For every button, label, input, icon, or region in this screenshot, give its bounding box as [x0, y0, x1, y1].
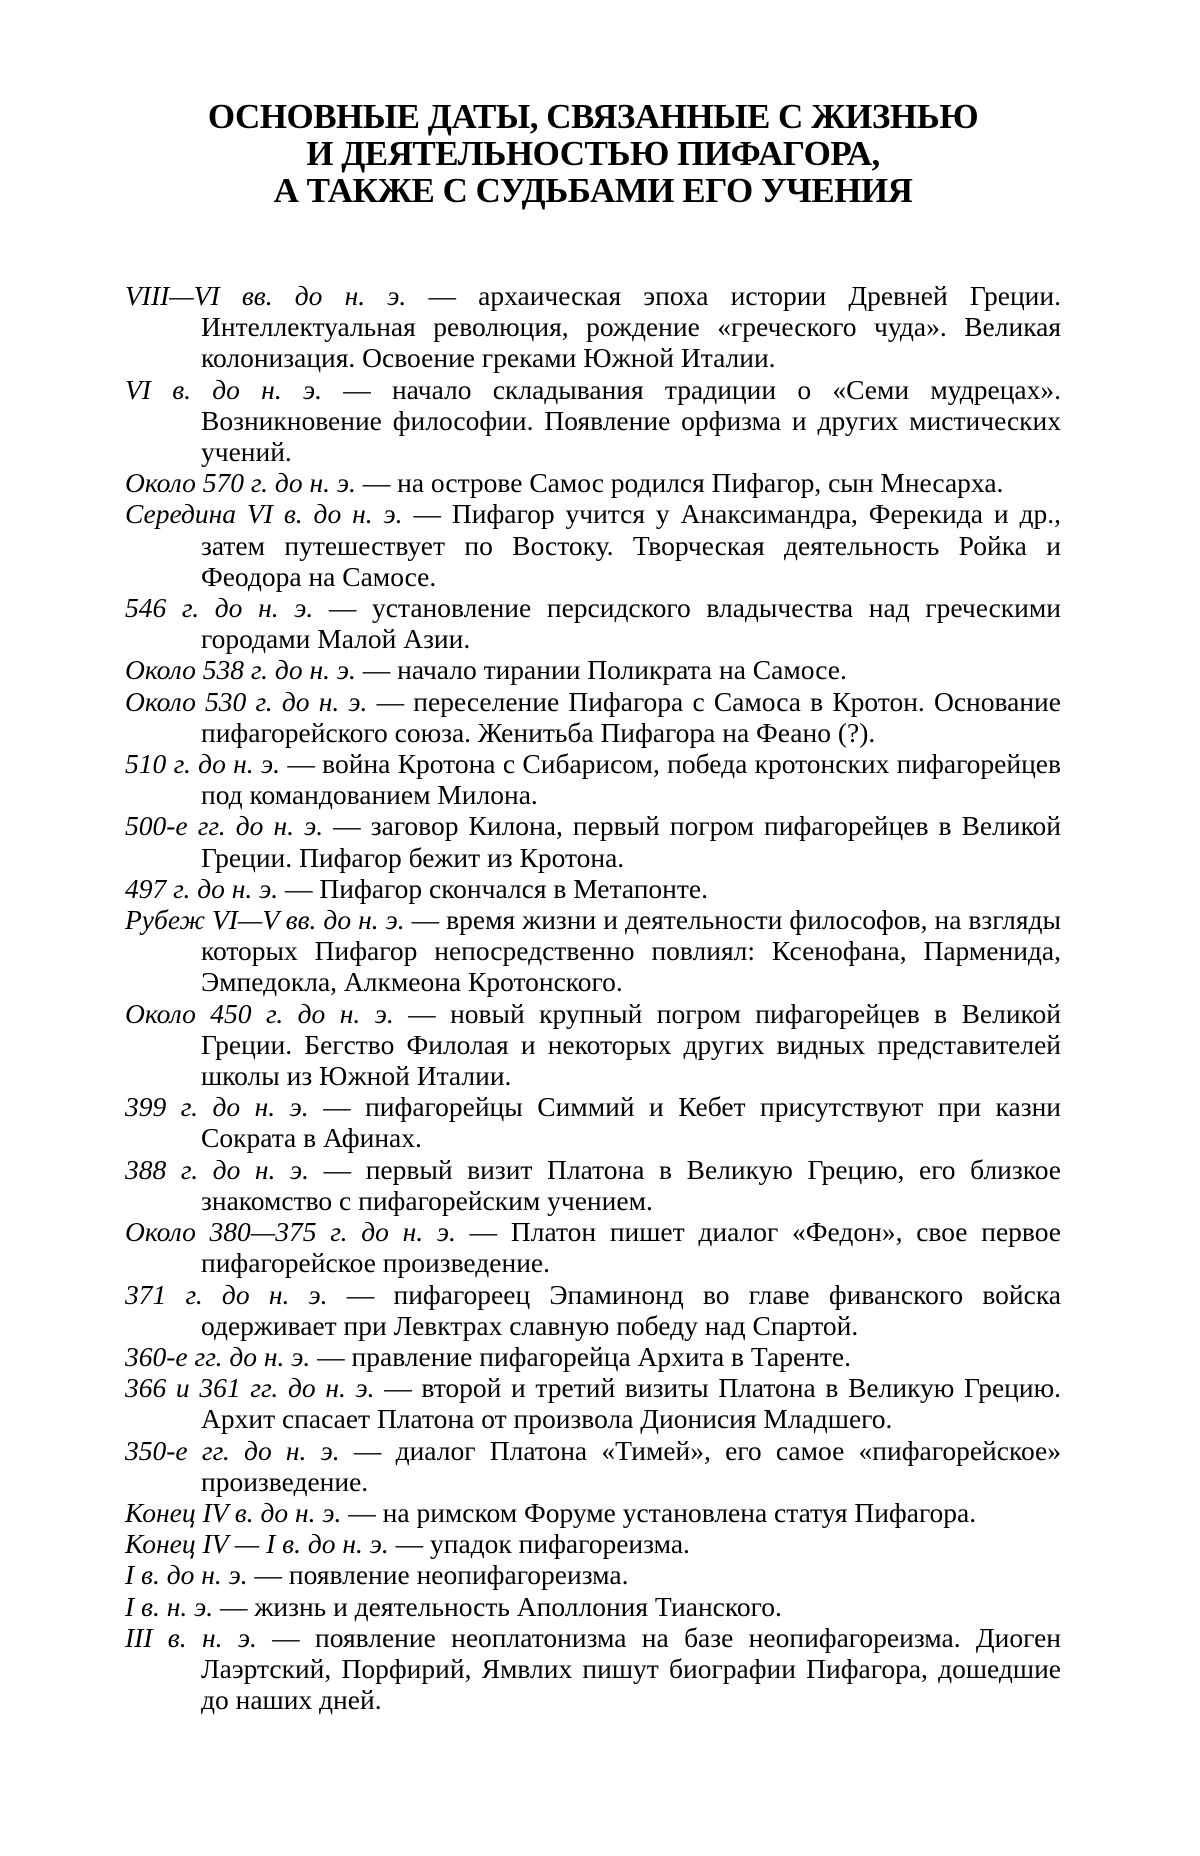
entry-text: — появление неопифагореизма.: [248, 1559, 629, 1590]
entry-date: Около 450 г. до н. э.: [125, 998, 394, 1029]
chronology-entry: [125, 1622, 1061, 1716]
entry-date: 388 г. до н. э.: [125, 1154, 309, 1185]
entry-date: Около 538 г. до н. э.: [125, 654, 356, 685]
chronology-entry: [125, 1154, 1061, 1216]
entry-text: — время жизни и деятельности философов, на взгляды которых Пифагор непосредственно повлиял: Ксенофана, Парменида, Эмпедокла, Алкмеона Кротонского.: [201, 904, 1061, 997]
chronology-entry: [125, 873, 1061, 904]
entry-date: Около 530 г. до н. э.: [125, 686, 367, 717]
entry-date: VIII—VI вв. до н. э.: [125, 280, 406, 311]
chronology-entry: [125, 1497, 1061, 1528]
entry-date: 546 г. до н. э.: [125, 592, 313, 623]
entry-date: VI в. до н. э.: [125, 374, 322, 405]
entry-date: 360-е гг. до н. э.: [125, 1341, 310, 1372]
entry-text: — на острове Самос родился Пифагор, сын Мнесарха.: [356, 467, 1004, 498]
chronology-entry: [125, 998, 1061, 1092]
title-line: А ТАКЖЕ С СУДЬБАМИ ЕГО УЧЕНИЯ: [125, 172, 1061, 209]
entry-text: — правление пифагорейца Архита в Таренте.: [310, 1341, 851, 1372]
entry-text: — жизнь и деятельность Аполлония Тианского.: [213, 1591, 782, 1622]
chronology-entry: [125, 1216, 1061, 1278]
chronology-entry: [125, 1559, 1061, 1590]
entry-text: — второй и третий визиты Платона в Великую Грецию. Архит спасает Платона от произвола Дионисия Младшего.: [201, 1372, 1061, 1434]
entry-text: — новый крупный погром пифагорейцев в Великой Греции. Бегство Филолая и некоторых других видных представителей школы из Южной Италии.: [201, 998, 1061, 1091]
entry-text: — Пифагор скончался в Метапонте.: [278, 873, 708, 904]
entry-date: 399 г. до н. э.: [125, 1091, 309, 1122]
entry-date: III в. н. э.: [125, 1622, 257, 1653]
chronology-entry: [125, 592, 1061, 654]
entry-date: Середина VI в. до н. э.: [125, 498, 403, 529]
chronology-entry: [125, 748, 1061, 810]
entry-text: — переселение Пифагора с Самоса в Кротон. Основание пифагорейского союза. Женитьба Пифагора на Феано (?).: [201, 686, 1061, 748]
entry-text: — Платон пишет диалог «Федон», свое первое пифагорейское произведение.: [201, 1216, 1061, 1278]
entry-text: — начало тирании Поликрата на Самосе.: [356, 654, 847, 685]
chronology-entry: [125, 467, 1061, 498]
entry-date: I в. н. э.: [125, 1591, 213, 1622]
chronology-entry: [125, 1528, 1061, 1559]
entry-date: I в. до н. э.: [125, 1559, 248, 1590]
chronology-entry: [125, 1435, 1061, 1497]
chronology-entry: [125, 280, 1061, 374]
document-page: [125, 98, 1061, 1715]
entry-text: — на римском Форуме установлена статуя Пифагора.: [341, 1497, 976, 1528]
chronology-list: [125, 280, 1061, 1715]
entry-text: — установление персидского владычества над греческими городами Малой Азии.: [201, 592, 1061, 654]
chronology-entry: [125, 1091, 1061, 1153]
entry-date: 371 г. до н. э.: [125, 1279, 328, 1310]
chronology-entry: [125, 1279, 1061, 1341]
entry-text: — архаическая эпоха истории Древней Греции. Интеллектуальная революция, рождение «греческого чуда». Великая колонизация. Освоение греками Южной Италии.: [201, 280, 1061, 373]
entry-date: Около 570 г. до н. э.: [125, 467, 356, 498]
entry-date: 497 г. до н. э.: [125, 873, 278, 904]
chronology-entry: [125, 654, 1061, 685]
chronology-entry: [125, 1591, 1061, 1622]
chronology-entry: [125, 686, 1061, 748]
entry-text: — первый визит Платона в Великую Грецию, его близкое знакомство с пифагорейским учением.: [201, 1154, 1061, 1216]
chronology-entry: [125, 904, 1061, 998]
entry-text: — пифагореец Эпаминонд во главе фиванского войска одерживает при Левктрах славную победу над Спартой.: [201, 1279, 1061, 1341]
entry-text: — заговор Килона, первый погром пифагорейцев в Великой Греции. Пифагор бежит из Кротона.: [201, 810, 1061, 872]
page-title: [125, 98, 1061, 209]
entry-date: Конец IV в. до н. э.: [125, 1497, 341, 1528]
entry-text: — начало складывания традиции о «Семи мудрецах». Возникновение философии. Появление орфизма и других мистических учений.: [201, 374, 1061, 467]
entry-date: 350-е гг. до н. э.: [125, 1435, 340, 1466]
chronology-entry: [125, 1372, 1061, 1434]
entry-date: Рубеж VI—V вв. до н. э.: [125, 904, 405, 935]
entry-text: — упадок пифагореизма.: [389, 1528, 690, 1559]
entry-date: Конец IV — I в. до н. э.: [125, 1528, 389, 1559]
chronology-entry: [125, 498, 1061, 592]
chronology-entry: [125, 374, 1061, 468]
entry-text: — появление неоплатонизма на базе неопифагореизма. Диоген Лаэртский, Порфирий, Ямвлих пишут биографии Пифагора, дошедшие до наших дней.: [201, 1622, 1061, 1715]
entry-date: 510 г. до н. э.: [125, 748, 280, 779]
entry-text: — пифагорейцы Симмий и Кебет присутствуют при казни Сократа в Афинах.: [201, 1091, 1061, 1153]
chronology-entry: [125, 1341, 1061, 1372]
entry-date: 500-е гг. до н. э.: [125, 810, 323, 841]
entry-date: Около 380—375 г. до н. э.: [125, 1216, 456, 1247]
entry-date: 366 и 361 гг. до н. э.: [125, 1372, 375, 1403]
entry-text: — Пифагор учится у Анаксимандра, Ферекида и др., затем путешествует по Востоку. Творческая деятельность Ройка и Феодора на Самосе.: [201, 498, 1061, 591]
chronology-entry: [125, 810, 1061, 872]
entry-text: — диалог Платона «Тимей», его самое «пифагорейское» произведение.: [201, 1435, 1061, 1497]
entry-text: — война Кротона с Сибарисом, победа кротонских пифагорейцев под командованием Милона.: [201, 748, 1061, 810]
title-line: ОСНОВНЫЕ ДАТЫ, СВЯЗАННЫЕ С ЖИЗНЬЮ: [125, 98, 1061, 135]
title-line: И ДЕЯТЕЛЬНОСТЬЮ ПИФАГОРА,: [125, 135, 1061, 172]
